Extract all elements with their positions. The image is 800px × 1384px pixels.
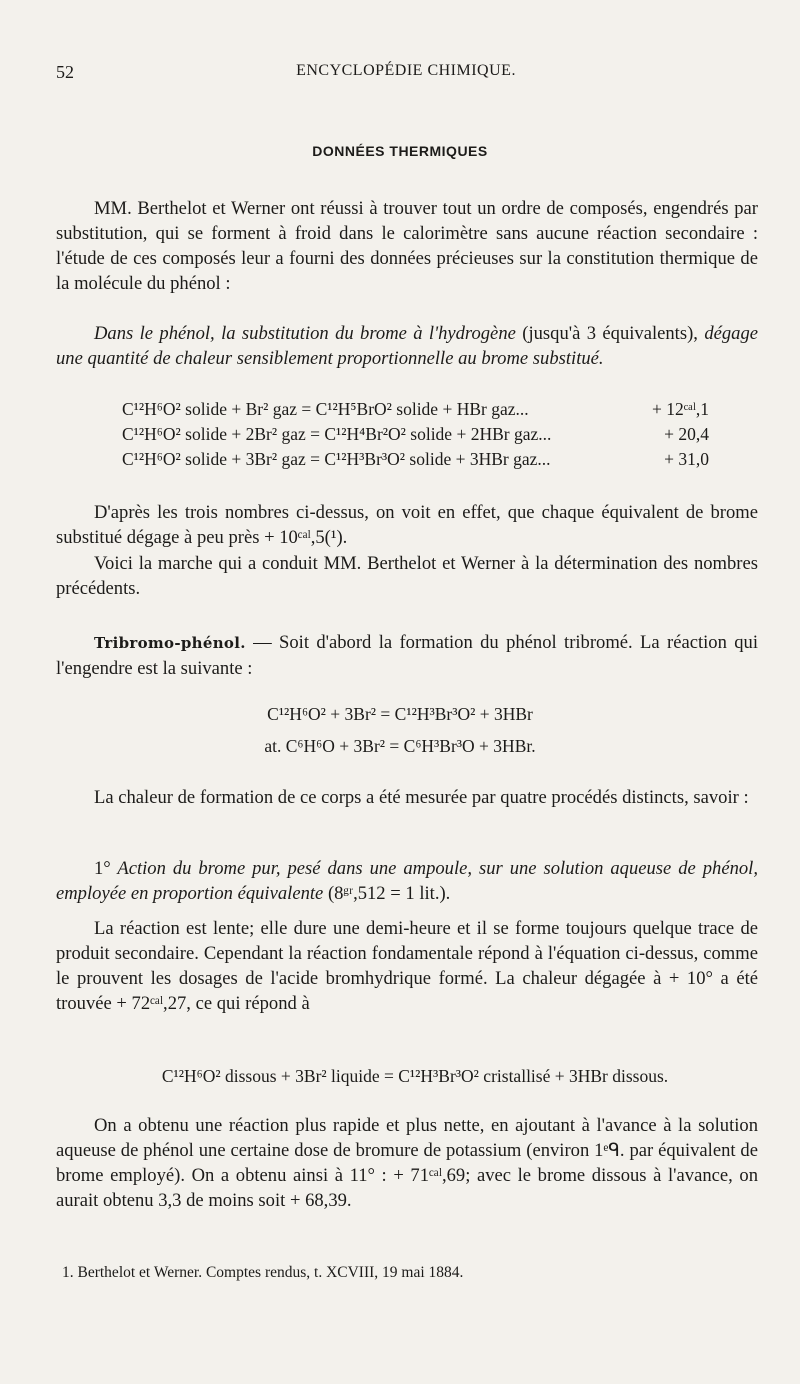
equation-text: C¹²H⁶O² solide + 3Br² gaz = C¹²H³Br³O² solide + 3HBr gaz... [122,449,551,469]
dissolved-reaction-equation: C¹²H⁶O² dissous + 3Br² liquide = C¹²H³Br³O² cristallisé + 3HBr dissous. [161,1066,669,1086]
equation-value: + 12ᶜᵃˡ,1 [651,399,709,419]
result-paragraph [56,500,758,550]
measurement-paragraph [56,785,758,810]
intro-text: MM. Berthelot et Werner ont réussi à trouver tout un ordre de composés, engendrés par substitution, qui se forment à froid dans le calorimètre sans aucune réaction secondaire : l'étude de ces composés leur a fourni des données précieuses sur la constitution thermique de la molécule du phénol : [56,198,758,294]
equation-table [122,397,709,472]
equation-text: C¹²H⁶O² solide + 2Br² gaz = C¹²H⁴Br²O² solide + 2HBr gaz... [122,424,552,444]
page-header [56,62,756,88]
method-intro-paragraph [56,551,758,601]
footnote: 1. Berthelot et Werner. Comptes rendus, t. XCVIII, 19 mai 1884. [62,1264,464,1281]
result-text: D'après les trois nombres ci-dessus, on voit en effet, que chaque équivalent de brome substitué dégage à peu près + 10ᶜᵃˡ,5(¹). [56,502,758,548]
section-title: DONNÉES THERMIQUES [312,143,488,159]
intro-paragraph [56,196,758,296]
page-number: 52 [56,62,74,82]
tribromo-paragraph [56,630,758,681]
reaction-detail-text: La réaction est lente; elle dure une demi-heure et il se forme toujours quelque trace de produit secondaire. Cependant la réaction fondamentale répond à l'équation ci-dessus, comme le prouvent les dosages de l'acide bromhydrique formé. La chaleur dégagée à + 10° a été trouvée + 72ᶜᵃˡ,27, ce qui répond à [56,918,758,1014]
reaction-detail-paragraph [56,916,758,1016]
principle-italic-b: dégage une quantité de chaleur sensiblement proportionnelle au brome substitué. [56,323,759,369]
reaction-equation: C¹²H⁶O² + 3Br² = C¹²H³Br³O² + 3HBr [267,704,533,724]
equation-text: C¹²H⁶O² solide + Br² gaz = C¹²H⁵BrO² solide + HBr gaz... [122,399,529,419]
principle-italic-a: Dans le phénol, la substitution du brome à l'hydrogène [94,323,516,344]
equation-row [122,422,709,447]
equation-row [122,447,709,472]
method1-italic: Action du brome pur, pesé dans une ampoule, sur une solution aqueuse de phénol, employée en proportion équivalente [56,858,758,904]
tribromo-label: Tribromo-phénol. [94,634,246,652]
tribromo-text: — Soit d'abord la formation du phénol tribromé. La réaction qui l'engendre est la suivante : [56,632,758,679]
method-intro-text: Voici la marche qui a conduit MM. Berthelot et Werner à la détermination des nombres précédents. [56,553,758,599]
method1-paragraph [56,856,758,906]
method1-roman: (8ᵍʳ,512 = 1 lit.). [323,883,451,904]
potassium-paragraph [56,1113,758,1213]
equation-row [122,397,709,422]
principle-roman: (jusqu'à 3 équivalents), [515,323,705,344]
principle-paragraph [56,321,758,371]
measurement-text: La chaleur de formation de ce corps a été mesurée par quatre procédés distincts, savoir : [94,787,749,808]
running-head: ENCYCLOPÉDIE CHIMIQUE. [296,62,516,79]
equation-value: + 20,4 [664,424,709,444]
equation-value: + 31,0 [664,449,709,469]
reaction-equation-atomic: at. C⁶H⁶O + 3Br² = C⁶H³Br³O + 3HBr. [264,736,536,756]
method1-number: 1° [94,858,111,879]
potassium-text: On a obtenu une réaction plus rapide et plus nette, en ajoutant à l'avance à la solution aqueuse de phénol une certaine dose de bromure de potassium (environ 1ᵉᑫ. par équivalent de brome employé). On a obtenu ainsi à 11° : + 71ᶜᵃˡ,69; avec le brome dissous à l'avance, on aurait obtenu 3,3 de moins soit + 68,39. [56,1115,758,1211]
